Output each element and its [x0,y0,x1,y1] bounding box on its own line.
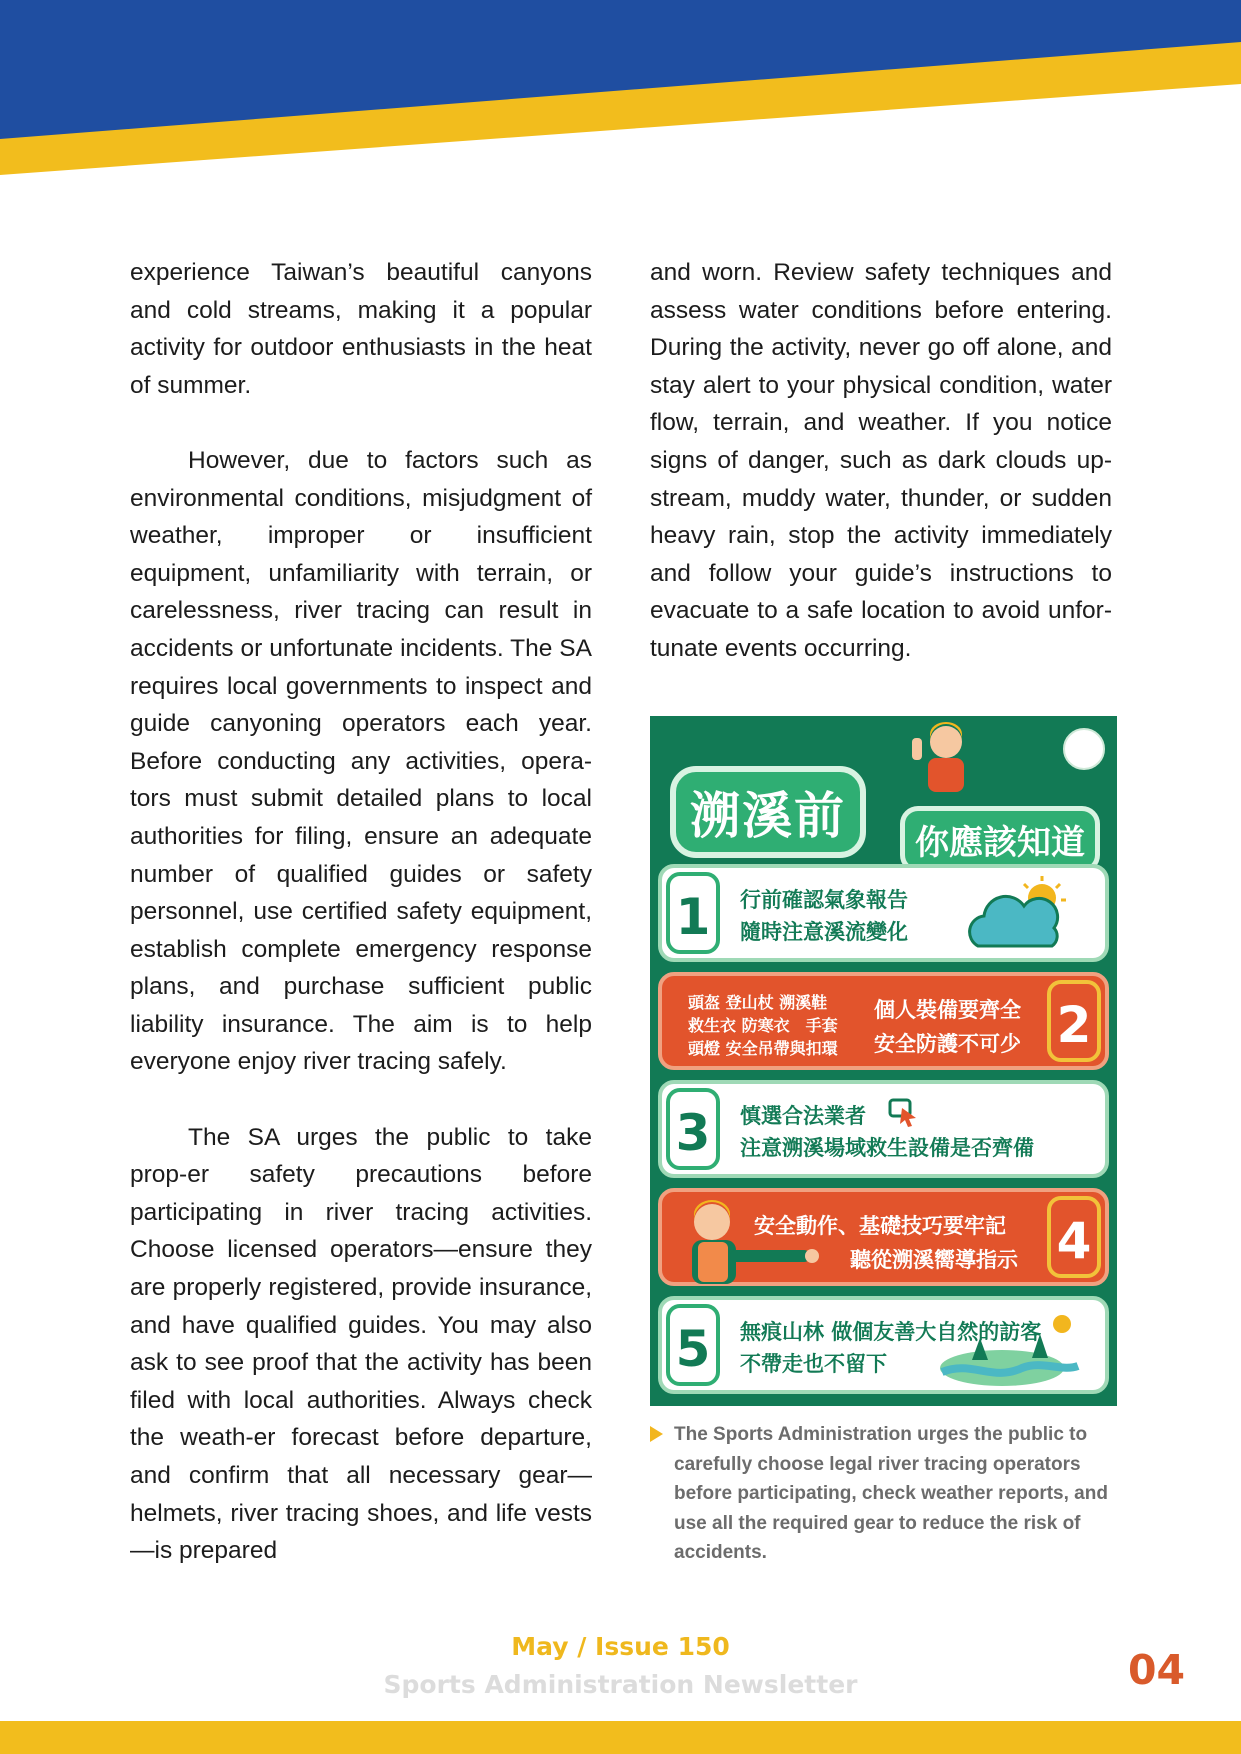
poster-card-1 [658,864,1109,962]
card-number: 4 [1047,1196,1101,1278]
header-band [0,0,1241,190]
footer-issue: May / Issue 150 [511,1632,730,1661]
card-line: 無痕山林 做個友善大自然的訪客 [740,1320,1042,1344]
card-number: 2 [1047,980,1101,1062]
card-number: 1 [666,872,720,954]
page-number: 04 [1128,1646,1186,1694]
paragraph-continuation: experience Taiwan’s beautiful canyons and cold streams, making it a popular activity for outdoor enthusiasts in the heat of summer. [130,259,592,399]
card-line: 行前確認氣象報告 [740,888,908,912]
safety-poster [650,716,1117,1406]
paragraph-precautions: The SA urges the public to take prop-er safety precautions before participating in river tracing activities. Choose licensed operators—ensure they are properly registered, provide insurance, and have qualified guides. You may also ask to see proof that the activity has been filed with local authorities. Always check the weath-er forecast before departure, and confirm that all necessary gear—helmets, river tracing shoes, and life vests—is prepared [130,1123,592,1565]
card-line: 安全防護不可少 [874,1032,1021,1056]
card-line: 注意溯溪場域救生設備是否齊備 [740,1136,1034,1160]
card-line: 不帶走也不留下 [740,1352,887,1376]
footer-newsletter-name: Sports Administration Newsletter [383,1670,858,1699]
caption-text: The Sports Administration urges the public to carefully choose legal river tracing operators before participating, check weather reports, and use all the required gear to reduce the risk of accidents. [674,1424,1108,1563]
poster-card-3 [658,1080,1109,1178]
article-left-column [130,254,592,1607]
poster-title [660,758,1107,866]
poster-title-sub: 你應該知道 [900,806,1100,873]
gear-list-line: 頭盔 登山杖 溯溪鞋 [688,993,828,1012]
card-line: 聽從溯溪嚮導指示 [850,1248,1018,1272]
poster-title-main: 溯溪前 [670,766,866,858]
footer-bar [0,1721,1241,1754]
card-line: 慎選合法業者 [740,1104,866,1128]
paragraph-safety-during: and worn. Review safety techniques and assess water conditions before entering. During the activity, never go off alone, and stay alert to your physical condition, water flow, terrain, and weather. If you notice signs of danger, such as dark clouds up-stream, muddy water, thunder, or sudden heavy rain, stop the activity immediately and follow your guide’s instructions to evacuate to a safe location to avoid unfor-tunate events occurring. [650,259,1112,662]
caption-arrow-icon [650,1426,663,1442]
card-number: 5 [666,1304,720,1386]
article-right-column [650,254,1112,705]
card-line: 安全動作、基礎技巧要牢記 [754,1214,1006,1238]
poster-card-4 [658,1188,1109,1286]
paragraph-risks: However, due to factors such as environmental conditions, misjudgment of weather, improper or insufficient equipment, unfamiliarity with terrain, or carelessness, river tracing can result in accidents or unfortunate incidents. The SA requires local governments to inspect and guide canyoning operators each year. Before conducting any activities, opera-tors must submit detailed plans to local authorities for filing, ensure an adequate number of qualified guides or safety personnel, use certified safety equipment, establish complete emergency response plans, and purchase sufficient public liability insurance. The aim is to help everyone enjoy river tracing safely. [130,446,592,1076]
gear-list-line: 救生衣 防寒衣 手套 [688,1016,838,1035]
cursor-click-icon [888,1098,918,1128]
gear-list-line: 頭燈 安全吊帶與扣環 [688,1039,838,1058]
poster-card-2 [658,972,1109,1070]
poster-card-5 [658,1296,1109,1394]
card-line: 隨時注意溪流變化 [740,920,908,944]
cloud-sun-icon [962,876,1072,954]
card-line: 個人裝備要齊全 [874,998,1021,1022]
card-number: 3 [666,1088,720,1170]
